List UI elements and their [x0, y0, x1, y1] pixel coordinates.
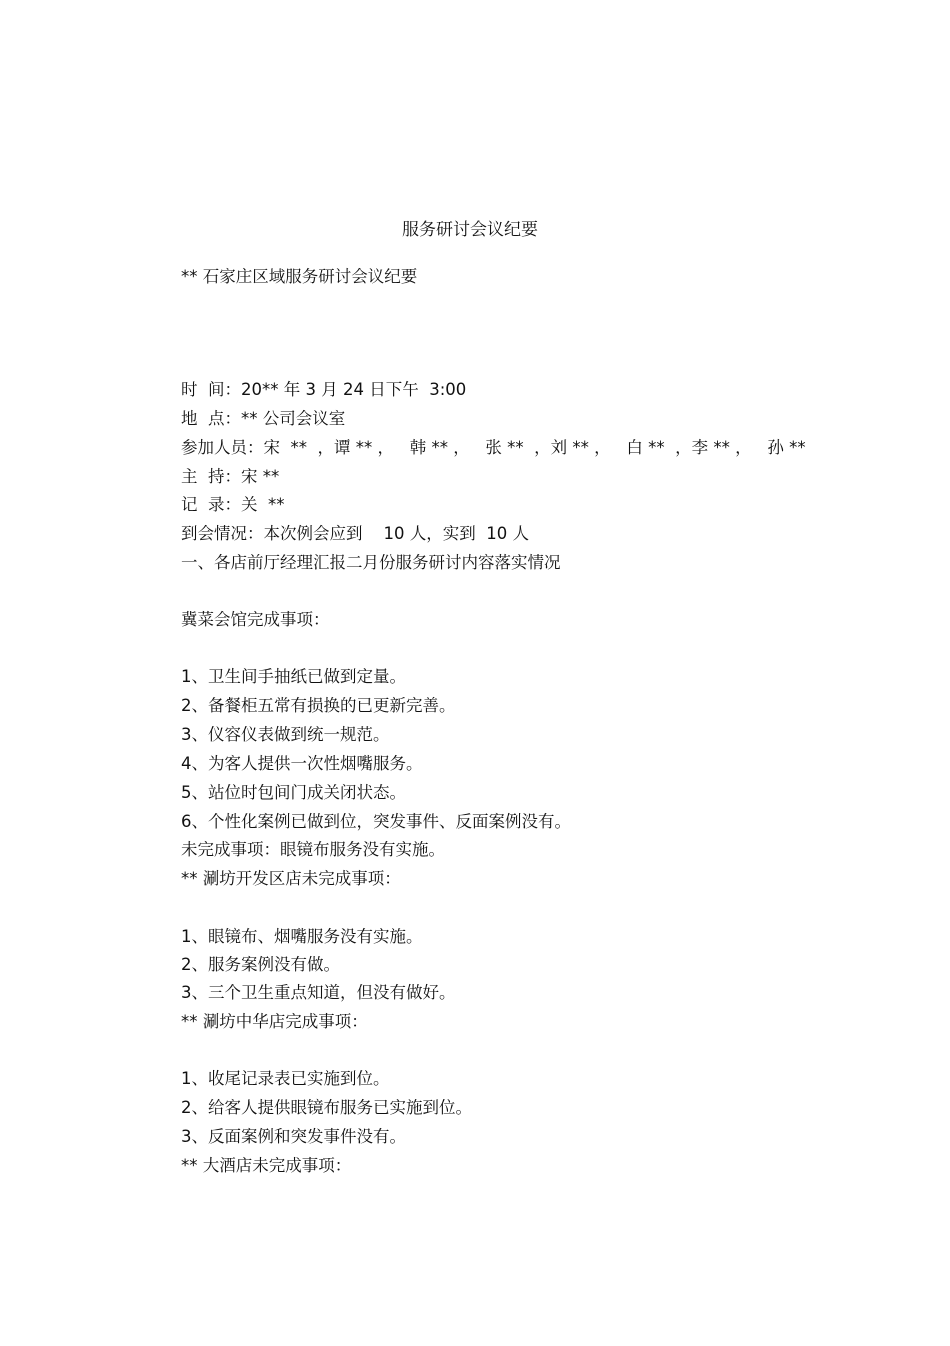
document-title: 服务研讨会议纪要 — [402, 220, 538, 240]
section-heading: 一、各店前厅经理汇报二月份服务研讨内容落实情况 — [181, 553, 561, 572]
store-heading: ** 涮坊开发区店未完成事项： — [181, 869, 401, 888]
store-heading: ** 涮坊中华店完成事项： — [181, 1012, 368, 1031]
list-item: 3、反面案例和突发事件没有。 — [181, 1127, 406, 1146]
list-item: 1、收尾记录表已实施到位。 — [181, 1069, 390, 1088]
list-item: 3、仪容仪表做到统一规范。 — [181, 725, 390, 744]
list-item: 1、眼镜布、烟嘴服务没有实施。 — [181, 927, 423, 946]
store-heading: ** 大酒店未完成事项： — [181, 1156, 352, 1175]
meeting-attendance: 到会情况：本次例会应到 10 人，实到 10 人 — [181, 524, 529, 543]
list-item: 2、给客人提供眼镜布服务已实施到位。 — [181, 1098, 472, 1117]
document-subtitle: ** 石家庄区域服务研讨会议纪要 — [181, 267, 418, 286]
incomplete-items: 未完成事项：眼镜布服务没有实施。 — [181, 840, 445, 859]
list-item: 5、站位时包间门成关闭状态。 — [181, 783, 406, 802]
store-heading: 冀菜会馆完成事项： — [181, 610, 330, 629]
meeting-time: 时 间：20** 年 3 月 24 日下午 3:00 — [181, 380, 467, 399]
list-item: 2、服务案例没有做。 — [181, 955, 340, 974]
meeting-recorder: 记 录：关 ** — [181, 495, 285, 514]
list-item: 4、为客人提供一次性烟嘴服务。 — [181, 754, 423, 773]
meeting-host: 主 持：宋 ** — [181, 467, 280, 486]
list-item: 3、三个卫生重点知道，但没有做好。 — [181, 983, 456, 1002]
list-item: 6、个性化案例已做到位，突发事件、反面案例没有。 — [181, 812, 571, 831]
meeting-attendees: 参加人员：宋 ** ，谭 ** ， 韩 ** ， 张 ** ，刘 ** ， 白 ** ，李 ** ， 孙 ** — [181, 438, 806, 457]
list-item: 1、卫生间手抽纸已做到定量。 — [181, 667, 406, 686]
list-item: 2、备餐柜五常有损换的已更新完善。 — [181, 696, 456, 715]
meeting-place: 地 点：** 公司会议室 — [181, 409, 346, 428]
